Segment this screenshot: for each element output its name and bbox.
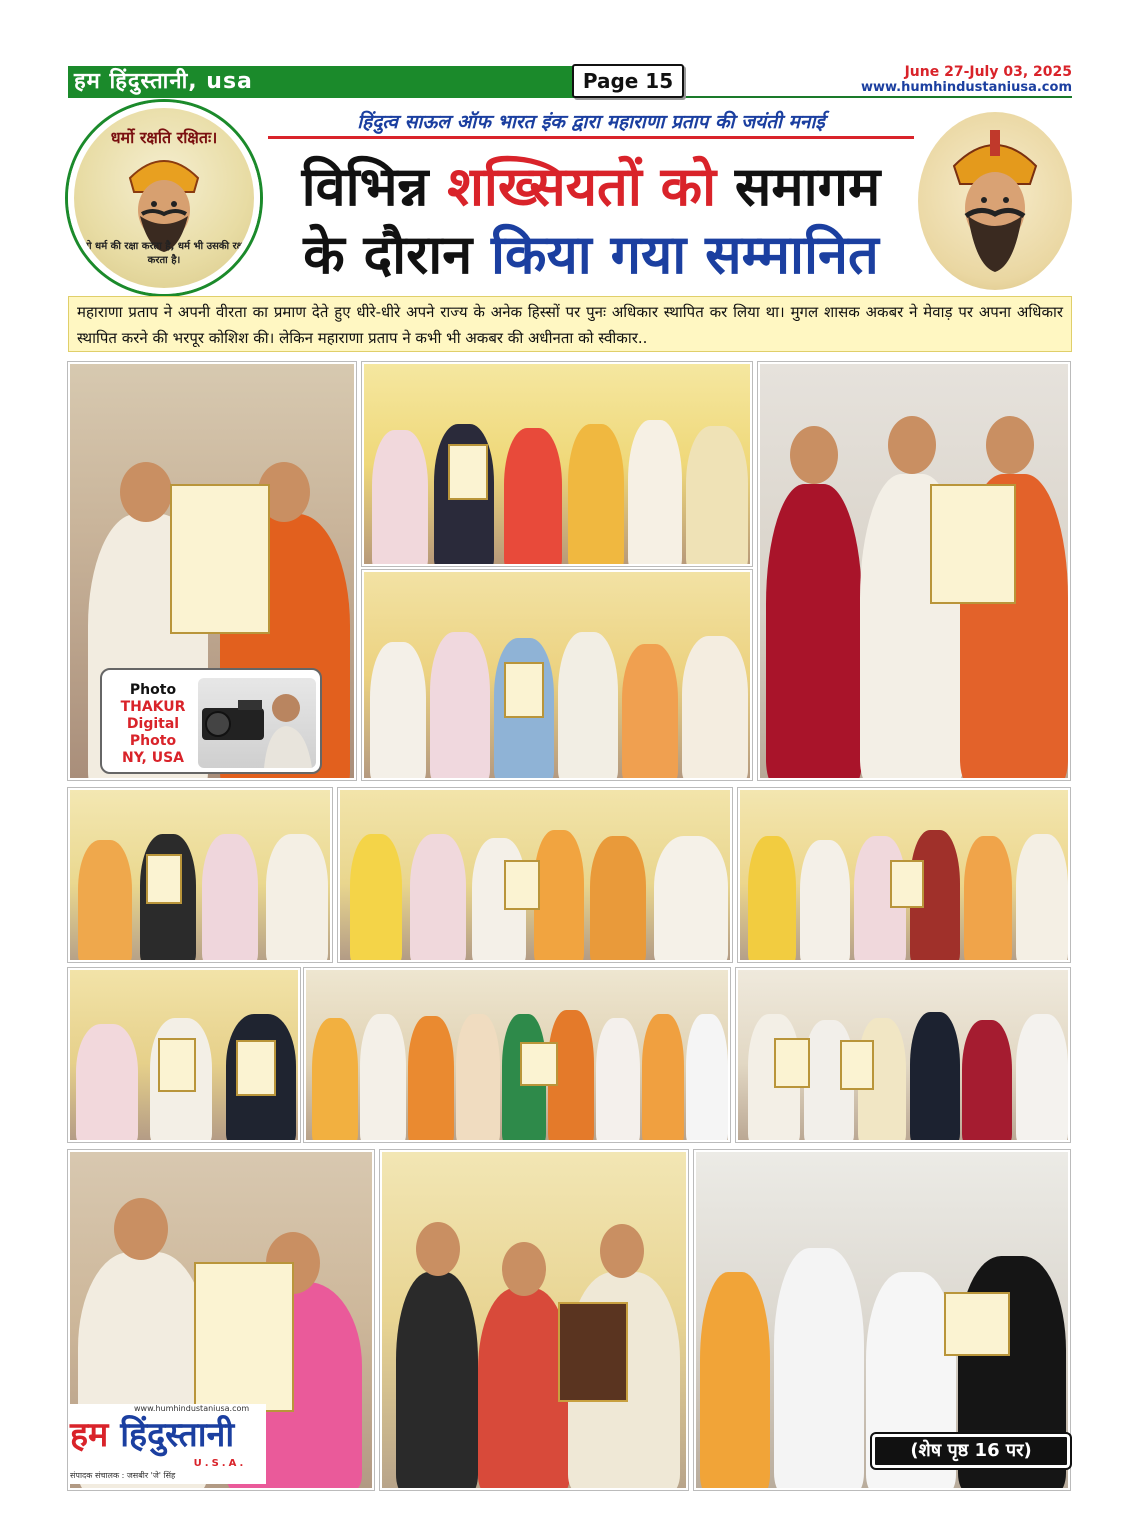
credit-line-2: THAKUR	[120, 699, 186, 715]
event-photo	[68, 968, 300, 1142]
credit-line-3: Digital	[126, 716, 180, 732]
credit-line-4: Photo	[129, 733, 177, 749]
website-link[interactable]: www.humhindustaniusa.com	[860, 80, 1072, 95]
event-photo	[758, 362, 1070, 780]
issue-date: June 27-July 03, 2025	[904, 64, 1072, 80]
article-summary: महाराणा प्रताप ने अपनी वीरता का प्रमाण देते हुए धीरे-धीरे अपने राज्य के अनेक हिस्सों पर पुनः अधिकार स्थापित कर लिया था। मुगल शासक अकबर ने मेवाड़ पर अपना अधिकार स्थापित करने की भरपूर कोशिश की। लेकिन महाराणा प्रताप ने कभी भी अकबर की अधीनता को स्वीकार..	[68, 296, 1072, 352]
motto-bottom: जो धर्म की रक्षा करता है, धर्म भी उसकी रक्षा करता है।	[81, 241, 247, 266]
logo-country: U.S.A.	[193, 1458, 247, 1469]
photo-credit-text	[108, 682, 198, 767]
credit-line-1: Photo	[129, 682, 177, 698]
paper-logo	[70, 1404, 266, 1484]
paper-name: हम हिंदुस्तानी, usa	[68, 66, 578, 98]
maharana-medallion-right	[918, 112, 1072, 290]
headline-line-1b: शख्सियतों को	[447, 155, 717, 218]
event-photo	[338, 788, 732, 962]
headline-line-2	[268, 222, 914, 288]
event-photo	[304, 968, 730, 1142]
event-photo	[736, 968, 1070, 1142]
credit-line-5: NY, USA	[121, 750, 184, 766]
logo-name	[70, 1414, 266, 1456]
maharana-portrait-icon	[940, 126, 1050, 276]
headline-line-2b: किया गया सम्मानित	[491, 223, 879, 286]
event-photo	[362, 570, 752, 780]
headline-kicker: हिंदुत्व साऊल ऑफ भारत इंक द्वारा महाराणा प्रताप की जयंती मनाई	[268, 108, 914, 139]
event-photo	[362, 362, 752, 566]
logo-editor: संपादक संचालक : जसबीर 'जे' सिंह	[70, 1471, 176, 1480]
page-number: Page 15	[572, 64, 684, 98]
event-photo	[380, 1150, 688, 1490]
maharana-medallion-left	[68, 102, 260, 294]
headline-line-2a: के दौरान	[303, 223, 492, 286]
continued-label: (शेष पृष्ठ 16 पर)	[872, 1434, 1070, 1468]
event-photo	[738, 788, 1070, 962]
photographer-image	[198, 678, 316, 768]
logo-name-a: हम	[70, 1415, 121, 1455]
logo-url: www.humhindustaniusa.com	[134, 1404, 250, 1413]
photo-credit-box	[100, 668, 322, 774]
video-camera-icon	[198, 678, 316, 768]
headline-line-1c: समागम	[716, 155, 881, 218]
motto-top: धर्मो रक्षति रक्षितः।	[110, 128, 218, 147]
headline-line-1	[268, 154, 914, 220]
event-photo	[68, 788, 332, 962]
headline-line-1a: विभिन्न	[301, 155, 448, 218]
logo-name-b: हिंदुस्तानी	[120, 1415, 235, 1455]
